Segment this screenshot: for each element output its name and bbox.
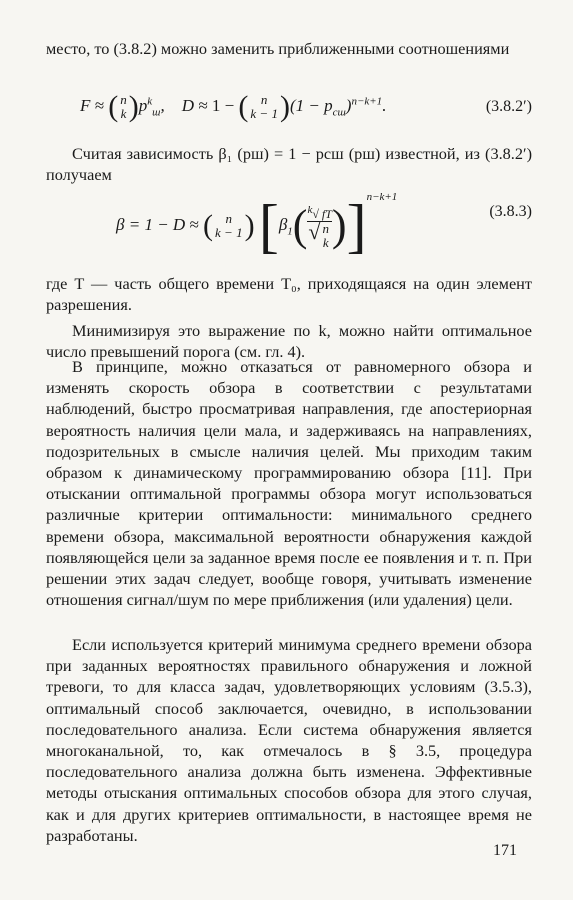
eq1-sub-sh: ш [152, 106, 161, 119]
eq1-comma: , [160, 95, 165, 115]
eq1-D: D [181, 95, 194, 115]
paragraph-4: Минимизируя это выражение по k, можно найти оптимальное число превышений порога (см. гл. 4). [46, 321, 532, 362]
eq1-dot: . [382, 95, 387, 115]
eq1-sup-k: k [147, 95, 153, 108]
paragraph-3: где T — часть общего времени T₀, приходящаяся на один элемент разрешения. [46, 274, 532, 315]
eq1-exponent: n−k+1 [351, 95, 383, 108]
equation-3-8-3: β = 1 − D ≈ ( n k − 1) [$\beta_1(k√$ fT √ n k)]$^{n-k+1}$ (3.8.3) [116, 191, 532, 260]
eq1-one-minus: 1 − [211, 95, 235, 115]
eq1-approx-2: ≈ [198, 95, 208, 115]
eq1-binom-n: n [120, 92, 127, 107]
eq2-binom-k-minus-1: k − 1 [215, 225, 243, 241]
eq2-beta1: β [278, 215, 288, 234]
eq1-close: ) [345, 95, 352, 115]
eq2-root-index: k [307, 203, 313, 216]
eq1-binom-k: k [120, 106, 127, 121]
page-number: 171 [493, 842, 517, 859]
eq1-F: F [80, 95, 91, 115]
eq2-sqrt-n: n [322, 220, 329, 236]
eq2-sub1: 1 [287, 225, 293, 238]
eq1-p: p [138, 95, 148, 115]
paragraph-2: Считая зависимость β₁ (pш) = 1 − pсш (pш) известной, из (3.8.2′) получаем [46, 144, 532, 185]
equation-3-8-2-prime: F ≈ ( n $k)p^k_ш$, D ≈ 1 − ( n $k - 1)(1 - p_{сш})^{n-k+1}$. (3.8.2′) [80, 90, 532, 123]
eq1-sub-ssh: сш [332, 106, 346, 119]
paragraph-6: Если используется критерий минимума среднего времени обзора при заданных вероятностях правильного обнаружения и ложной тревоги, то для класса задач, удовлетворяющих условиям (3.5.3), оптимальный способ заключается, очевидно, в использовании последовательного анализа. Если система обнаружения является многоканальной, то, как отмечалось в § 3.5, процедура последовательного анализа должна быть изменена. Эффективные методы отыскания оптимальных способов обзора для этого случая, как и для других критериев оптимальности, в настоящее время не разработаны. [46, 635, 532, 845]
eq1-approx: ≈ [94, 95, 104, 115]
eq1-binom2-n: n [260, 92, 268, 107]
eq2-binom-n: n [225, 211, 233, 227]
eq1-number: (3.8.2′) [485, 98, 532, 115]
eq2-number: (3.8.3) [489, 203, 532, 220]
paragraph-1: место, то (3.8.2) можно заменить приближенными соотношениями [46, 39, 510, 58]
eq2-sqrt-T: √ fT [312, 206, 332, 221]
eq2-exponent: n−k+1 [366, 191, 398, 203]
eq1-tail: (1 − p [289, 95, 333, 115]
eq1-binom2-k-minus-1: k − 1 [250, 106, 278, 121]
paragraph-5: В принципе, можно отказаться от равномерного обзора и изменять скорость обзора в соответствии с результатами наблюдений, быстро просматривая направления, где апостериорная вероятность наличия цели мала, и задерживаясь на направлениях, подозрительных в смысле наличия целей. Мы приходим таким образом к динамическому программированию обзора [11]. При отыскании оптимальной программы обзора могут использоваться различные критерии оптимальности: минимального среднего времени обзора, максимальной вероятности обнаружения каждой появляющейся цели за заданное время после ее появления и т. п. При решении этих задач следует, вообще говоря, учитывать изменение отношения сигнал/шум по мере приближения (или удаления) цели. [46, 357, 532, 610]
eq2-lhs: β = 1 − D ≈ [116, 215, 199, 234]
eq2-sqrt-k: k [322, 234, 329, 250]
